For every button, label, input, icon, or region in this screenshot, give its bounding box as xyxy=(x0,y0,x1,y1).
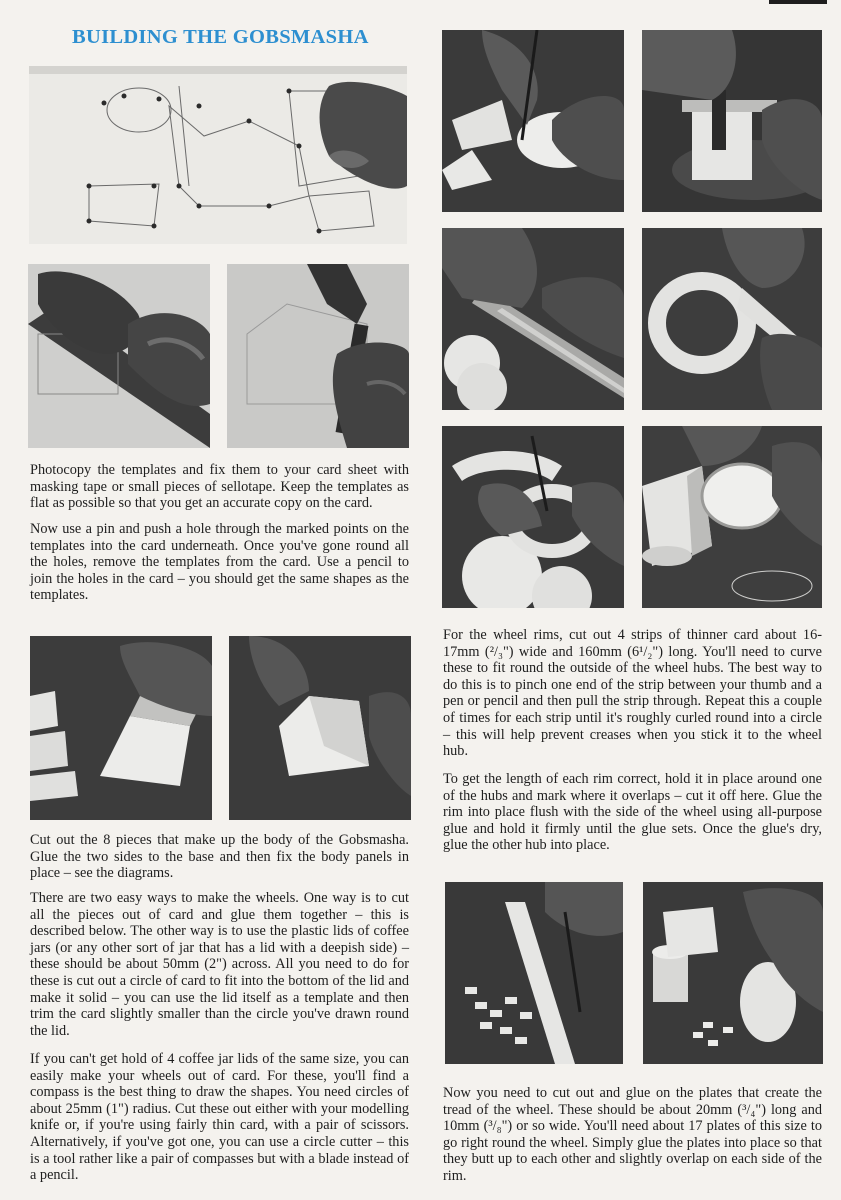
gluing-tread-plates-photo xyxy=(643,882,823,1064)
curling-rim-strip-photo xyxy=(642,228,822,410)
gluing-rim-to-hub-photo xyxy=(442,426,624,608)
cutting-wheel-circle-photo xyxy=(442,30,624,212)
body-paragraph: For the wheel rims, cut out 4 strips of thinner card about 16-17mm (²/₃") wide and 160mm (6¹/₂") long. You'll need to curve these to fit round the outside of the wheel hubs. The best way to do this is to pinch one end of the strip between your thumb and a pen or pencil and then pull the strip through. Repeat this a couple of times for each strip until it's roughly curled round into a circle – this will help prevent creases when you stick it to the wheel hub. xyxy=(443,627,822,760)
body-paragraph: There are two easy ways to make the wheels. One way is to cut all the pieces out of card and glue them together – this is described below. The other way is to use the plastic lids of coffee jars (or any other sort of jar that has a lid with a deepish side) – these should be about 50mm (2") across. All you need to do for these is cut out a circle of card to fit into the bottom of the lid and make it solid – you can use the lid itself as a template and then trim the card slightly smaller than the circle you've drawn round the lid. xyxy=(30,890,409,1039)
measuring-card-piece-photo xyxy=(642,30,822,212)
assembling-body-photo xyxy=(229,636,411,820)
cutting-rim-strips-photo xyxy=(442,228,624,410)
cutting-tread-plates-photo xyxy=(445,882,623,1064)
drawing-with-pencil-and-ruler-photo xyxy=(28,264,210,448)
body-paragraph: Cut out the 8 pieces that make up the body of the Gobsmasha. Glue the two sides to the base and then fix the body panels in place – see the diagrams. xyxy=(30,832,409,882)
page-title: BUILDING THE GOBSMASHA xyxy=(72,26,369,48)
body-paragraph: Photocopy the templates and fix them to your card sheet with masking tape or small pieces of sellotape. Keep the templates as flat as possible so that you get an accurate copy on the card. xyxy=(30,462,409,512)
body-paragraph: Now use a pin and push a hole through the marked points on the templates into the card underneath. Once you've gone round all the holes, remove the templates from the card. Use a pencil to join the holes in the card – you should get the same shapes as the templates. xyxy=(30,521,409,604)
cutting-card-with-knife-photo xyxy=(227,264,409,448)
page-edge-mark xyxy=(769,0,827,4)
templates-pinned-to-card-photo xyxy=(29,66,407,244)
cut-body-pieces-photo xyxy=(30,636,212,820)
body-paragraph: Now you need to cut out and glue on the plates that create the tread of the wheel. These should be about 20mm (³/₄") long and 10mm (³/₈") or so wide. You'll need about 17 plates of this size to go right round the wheel. Simply glue the plates into place so that they butt up to each other and slightly overlap on each side of the rim. xyxy=(443,1085,822,1184)
holding-finished-wheel-photo xyxy=(642,426,822,608)
body-paragraph: If you can't get hold of 4 coffee jar lids of the same size, you can easily make your wheels out of card. For these, you'll find a compass is the best thing to draw the shapes. You need circles of about 25mm (1") radius. Cut these out either with your modelling knife or, if you're using fairly thin card, with a pair of scissors. Alternatively, if you've got one, you can use a circle cutter – this is a tool rather like a pair of compasses but with a blade instead of a pencil. xyxy=(30,1051,409,1184)
body-paragraph: To get the length of each rim correct, hold it in place around one of the hubs and mark where it overlaps – cut it off here. Glue the rim into place flush with the side of the wheel using all-purpose glue and hold it firmly until the glue sets. Once the glue's dry, glue the other hub into place. xyxy=(443,771,822,854)
